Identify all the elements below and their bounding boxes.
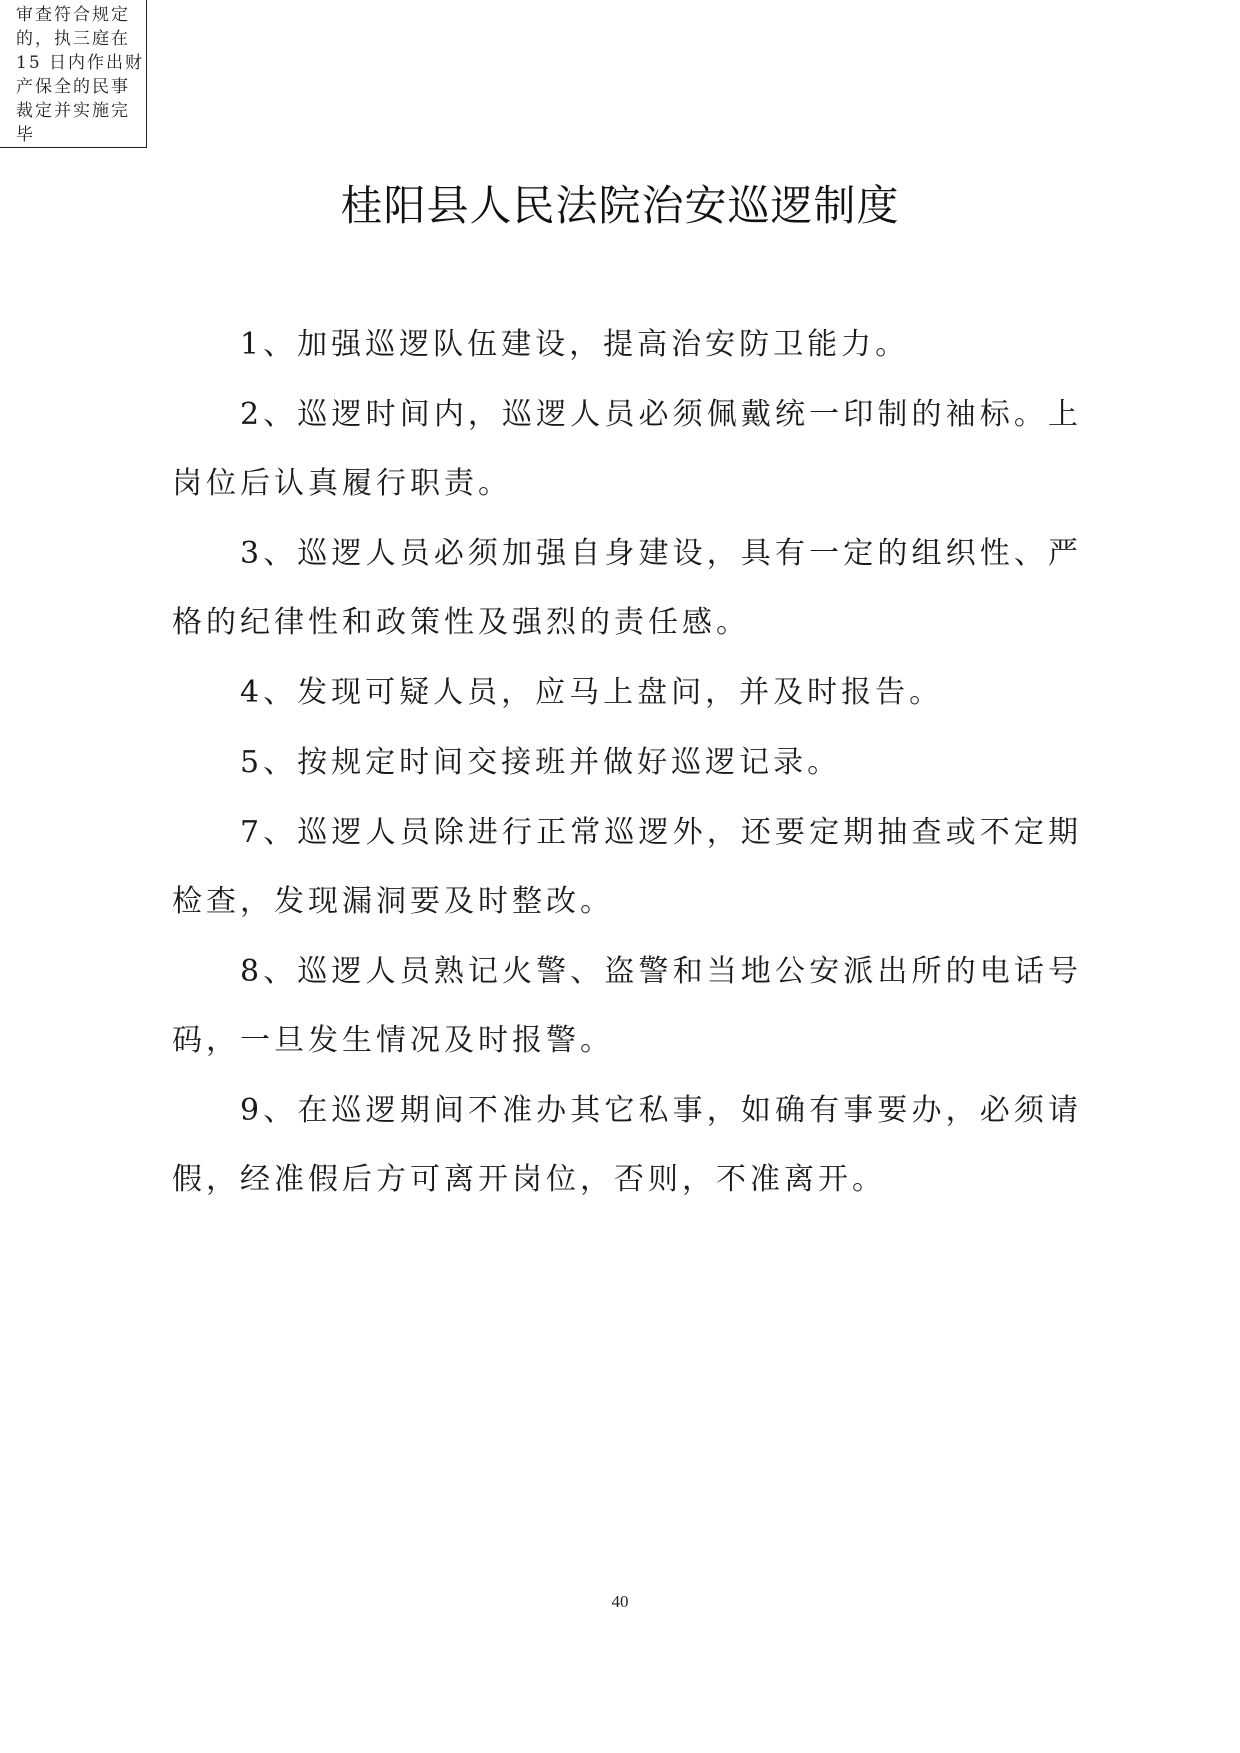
rule-paragraph: 1、加强巡逻队伍建设，提高治安防卫能力。 — [240, 327, 910, 362]
document-body — [172, 310, 1082, 1215]
margin-note-line: 毕 — [16, 125, 35, 145]
margin-note-line: 15 日内作出财 — [16, 53, 145, 73]
margin-note-line: 裁定并实施完 — [16, 101, 130, 121]
margin-note-line: 的，执三庭在 — [16, 29, 130, 49]
margin-note-line: 产保全的民事 — [16, 77, 130, 97]
document-title: 桂阳县人民法院治安巡逻制度 — [340, 181, 900, 230]
margin-annotation-box — [0, 0, 147, 148]
rule-paragraph: 9、在巡逻期间不准办其它私事，如确有事要办，必须请假，经准假后方可离开岗位，否则，不准离开。 — [172, 1093, 1082, 1197]
rule-paragraph: 3、巡逻人员必须加强自身建设，具有一定的组织性、严格的纪律性和政策性及强烈的责任感。 — [172, 536, 1082, 640]
rule-paragraph: 4、发现可疑人员，应马上盘问，并及时报告。 — [240, 675, 944, 710]
rule-paragraph: 7、巡逻人员除进行正常巡逻外，还要定期抽查或不定期检查，发现漏洞要及时整改。 — [172, 815, 1082, 919]
page-number: 40 — [611, 1592, 629, 1611]
rule-paragraph: 5、按规定时间交接班并做好巡逻记录。 — [240, 745, 842, 780]
margin-note-line: 审查符合规定 — [16, 5, 130, 25]
rule-paragraph: 2、巡逻时间内，巡逻人员必须佩戴统一印制的袖标。上岗位后认真履行职责。 — [172, 397, 1082, 501]
rule-paragraph: 8、巡逻人员熟记火警、盗警和当地公安派出所的电话号码，一旦发生情况及时报警。 — [172, 954, 1082, 1058]
